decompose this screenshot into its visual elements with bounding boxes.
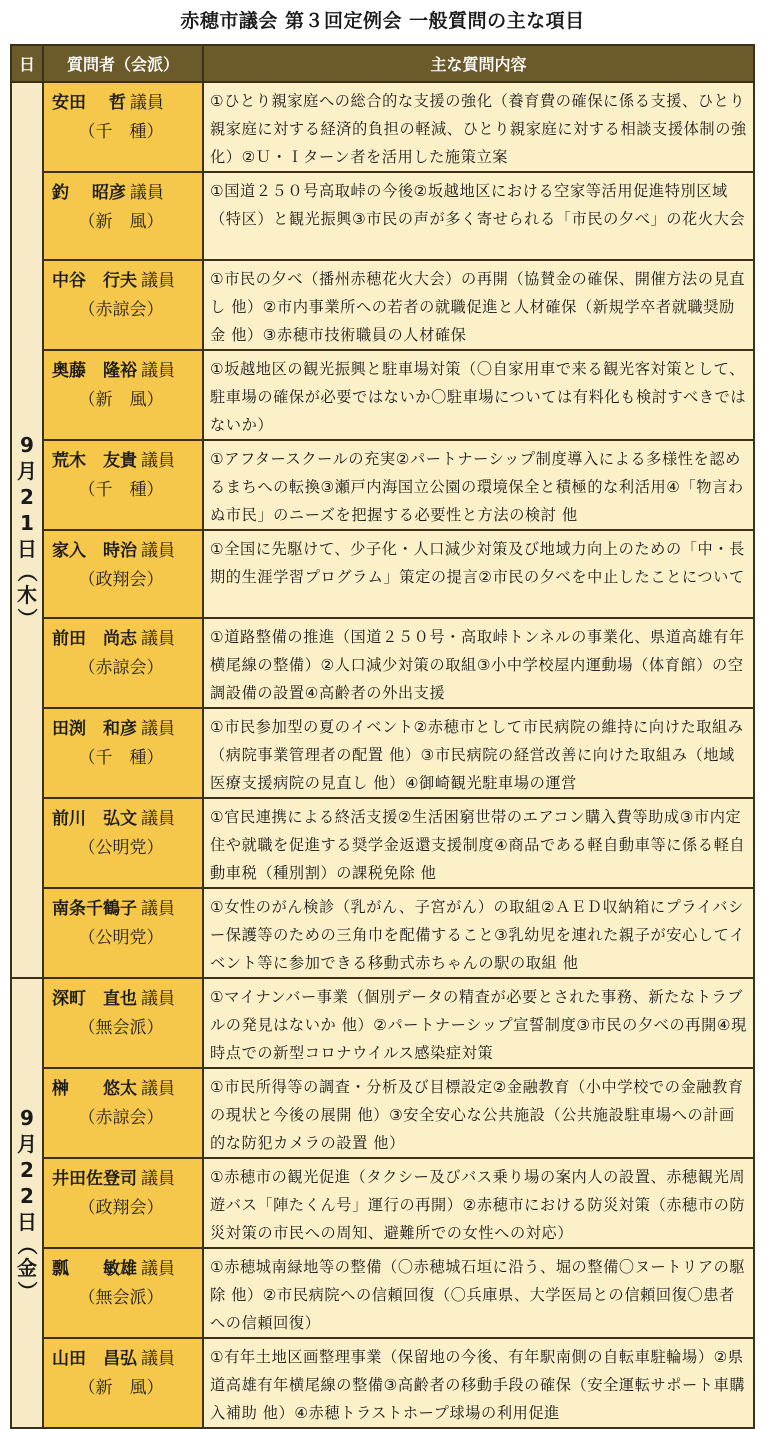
question-content: ①国道２５０号高取峠の今後②坂越地区における空家等活用促進特別区域（特区）と観光振興③市民の声が多く寄せられる「市民の夕べ」の花火大会 [203,172,754,260]
header-day: 日 [11,45,43,82]
questioner-party: （赤諒会） [78,300,164,320]
questioner-party: （千 種） [78,748,164,768]
questioner-role: 議員 [141,899,175,919]
questioner-name: 山田 昌弘 [52,1349,137,1369]
questioner-name: 前川 弘文 [52,809,137,829]
day-char: 9 [20,433,34,457]
questioner-party: （公明党） [78,928,164,948]
questioner-role: 議員 [129,183,164,203]
questioner-name: 中谷 行夫 [52,271,137,291]
table-row [11,530,754,618]
questioner-name: 南条千鶴子 [52,899,137,919]
questioner-cell [43,172,203,260]
questioner-party: （新 風） [78,1378,164,1398]
day-char: 日 [17,537,37,561]
question-content: ①赤穂市の観光促進（タクシー及びバス乗り場の案内人の設置、赤穂観光周遊バス「陣たくん号」運行の再開）②赤穂市における防災対策（赤穂市の防災対策の市民への周知、避難所での女性への対応） [203,1158,754,1248]
questioner-role: 議員 [141,1349,175,1369]
question-content: ①市民参加型の夏のイベント②赤穂市として市民病院の維持に向けた取組み（病院事業管理者の配置 他）③市民病院の経営改善に向けた取組み（地域医療支援病院の見直し 他）④御崎観光駐車場の運営 [203,708,754,798]
questioner-name: 前田 尚志 [52,629,137,649]
question-content: ①官民連携による終活支援②生活困窮世帯のエアコン購入費等助成③市内定住や就職を促進する奨学金返還支援制度④商品である軽自動車等に係る軽自動車税（種別割）の課税免除 他 [203,798,754,888]
questioner-party: （新 風） [78,390,164,410]
questioner-name-line [52,179,196,207]
questioner-cell [43,1338,203,1428]
day-weekday: 木 [17,583,37,607]
questioner-name: 瓢 敏雄 [52,1259,137,1279]
question-content: ①市民の夕べ（播州赤穂花火大会）の再開（協賛金の確保、開催方法の見直し 他）②市内事業所への若者の就職促進と人材確保（新規学卒者就職奨励金 他）③赤穂市技術職員の人材確保 [203,260,754,350]
questioner-role: 議員 [141,451,175,471]
questioner-name: 奥藤 隆裕 [52,361,137,381]
questioner-role: 議員 [141,629,175,649]
table-row [11,798,754,888]
questioner-party: （政翔会） [78,1198,164,1218]
table-row [11,260,754,350]
table-row [11,1068,754,1158]
questioner-role: 議員 [141,1169,175,1189]
questioner-name-line [52,267,196,295]
question-content: ①赤穂城南緑地等の整備（〇赤穂城石垣に沿う、堀の整備〇ヌートリアの駆除 他）②市民病院への信頼回復（〇兵庫県、大学医局との信頼回復〇患者への信頼回復） [203,1248,754,1338]
table-row [11,618,754,708]
questioner-role: 議員 [141,361,175,381]
page-title: 赤穂市議会 第３回定例会 一般質問の主な項目 [180,10,585,32]
questioner-cell [43,1248,203,1338]
day-weekday: 金 [17,1256,37,1280]
question-content: ①全国に先駆けて、少子化・人口減少対策及び地域力向上のための「中・長期的生涯学習プログラム」策定の提言②市民の夕べを中止したことについて [203,530,754,618]
questioner-name-line [52,1165,196,1193]
table-row [11,708,754,798]
day-char: 9 [20,1106,34,1130]
table-row [11,172,754,260]
table-row [11,350,754,440]
questioner-cell [43,260,203,350]
questioner-name: 安田 哲 [52,93,126,113]
questioner-name: 荒木 友貴 [52,451,137,471]
questioner-name: 深町 直也 [52,989,137,1009]
questioner-cell [43,440,203,530]
questioner-cell [43,530,203,618]
day-char: 2 [20,1184,34,1208]
day-paren-open: （ [15,1235,39,1255]
questions-table [10,44,755,1429]
table-row [11,888,754,978]
question-content: ①ひとり親家庭への総合的な支援の強化（養育費の確保に係る支援、ひとり親家庭に対する経済的負担の軽減、ひとり親家庭に対する相談支援体制の強化）②Ｕ・Ｉターン者を活用した施策立案 [203,82,754,172]
questioner-cell [43,618,203,708]
day-char: 日 [17,1210,37,1234]
questioner-role: 議員 [141,1079,175,1099]
day-char: 月 [17,1132,37,1156]
questioner-role: 議員 [141,1259,175,1279]
question-content: ①坂越地区の観光振興と駐車場対策（〇自家用車で来る観光客対策として、駐車場の確保が必要ではないか〇駐車場については有料化も検討すべきではないか） [203,350,754,440]
questioner-cell [43,798,203,888]
table-row [11,978,754,1068]
questioner-name-line [52,1075,196,1103]
day-cell [11,82,43,978]
questioner-name: 榊 悠太 [52,1079,137,1099]
questioner-role: 議員 [141,989,175,1009]
table-row [11,1338,754,1428]
questioner-name-line [52,715,196,743]
questioner-name-line [52,805,196,833]
day-cell [11,978,43,1428]
questioner-role: 議員 [129,93,164,113]
table-row [11,440,754,530]
questioner-name-line [52,895,196,923]
questioner-name-line [52,1255,196,1283]
questioner-party: （政翔会） [78,570,164,590]
table-row [11,1248,754,1338]
questioner-cell [43,888,203,978]
questioner-party: （赤諒会） [78,1108,164,1128]
questioner-cell [43,1158,203,1248]
header-questioner: 質問者（会派） [43,45,203,82]
questioner-party: （公明党） [78,838,164,858]
questioner-role: 議員 [141,719,175,739]
questioner-name-line [52,625,196,653]
questioner-cell [43,350,203,440]
questioner-party: （新 風） [78,212,164,232]
questioner-party: （無会派） [78,1288,164,1308]
questioner-name-line [52,357,196,385]
questioner-party: （千 種） [78,122,164,142]
question-content: ①道路整備の推進（国道２５０号・高取峠トンネルの事業化、県道高雄有年横尾線の整備）②人口減少対策の取組③小中学校屋内運動場（体育館）の空調設備の設置④高齢者の外出支援 [203,618,754,708]
questioner-cell [43,1068,203,1158]
questioner-name: 井田佐登司 [52,1169,137,1189]
question-content: ①有年土地区画整理事業（保留地の今後、有年駅南側の自転車駐輪場）②県道高雄有年横尾線の整備③高齢者の移動手段の確保（安全運転サポート車購入補助 他）④赤穂トラストホープ球場の利用促進 [203,1338,754,1428]
day-paren-close: ） [15,608,39,628]
questioner-cell [43,978,203,1068]
day-char: 1 [20,511,34,535]
questioner-role: 議員 [141,809,175,829]
questioner-party: （赤諒会） [78,658,164,678]
questioner-cell [43,708,203,798]
day-char: 月 [17,459,37,483]
table-row [11,82,754,172]
questioner-party: （無会派） [78,1018,164,1038]
questioner-role: 議員 [141,271,175,291]
day-char: 2 [20,485,34,509]
questioner-name-line [52,985,196,1013]
questioner-role: 議員 [141,541,175,561]
questioner-name-line [52,1345,196,1373]
questioner-name-line [52,447,196,475]
questioner-cell [43,82,203,172]
question-content: ①マイナンバー事業（個別データの精査が必要とされた事務、新たなトラブルの発見はないか 他）②パートナーシップ宣誓制度③市民の夕べの再開④現時点での新型コロナウイルス感染症対策 [203,978,754,1068]
day-paren-open: （ [15,562,39,582]
question-content: ①女性のがん検診（乳がん、子宮がん）の取組②ＡＥＤ収納箱にプライバシー保護等のための三角巾を配備すること③乳幼児を連れた親子が安心してイベント等に参加できる移動式赤ちゃんの駅の取組 他 [203,888,754,978]
question-content: ①アフタースクールの充実②パートナーシップ制度導入による多様性を認めるまちへの転換③瀬戸内海国立公園の環境保全と積極的な利活用④「物言わぬ市民」のニーズを把握する必要性と方法の検討 他 [203,440,754,530]
questioner-name: 田渕 和彦 [52,719,137,739]
table-row [11,1158,754,1248]
questioner-party: （千 種） [78,480,164,500]
header-content: 主な質問内容 [203,45,754,82]
questioner-name: 家入 時治 [52,541,137,561]
questioner-name-line [52,89,196,117]
questioner-name-line [52,537,196,565]
day-char: 2 [20,1158,34,1182]
day-paren-close: ） [15,1281,39,1301]
questioner-name: 釣 昭彦 [52,183,126,203]
question-content: ①市民所得等の調査・分析及び目標設定②金融教育（小中学校での金融教育の現状と今後の展開 他）③安全安心な公共施設（公共施設駐車場への計画的な防犯カメラの設置 他） [203,1068,754,1158]
table-header-row [11,45,754,82]
